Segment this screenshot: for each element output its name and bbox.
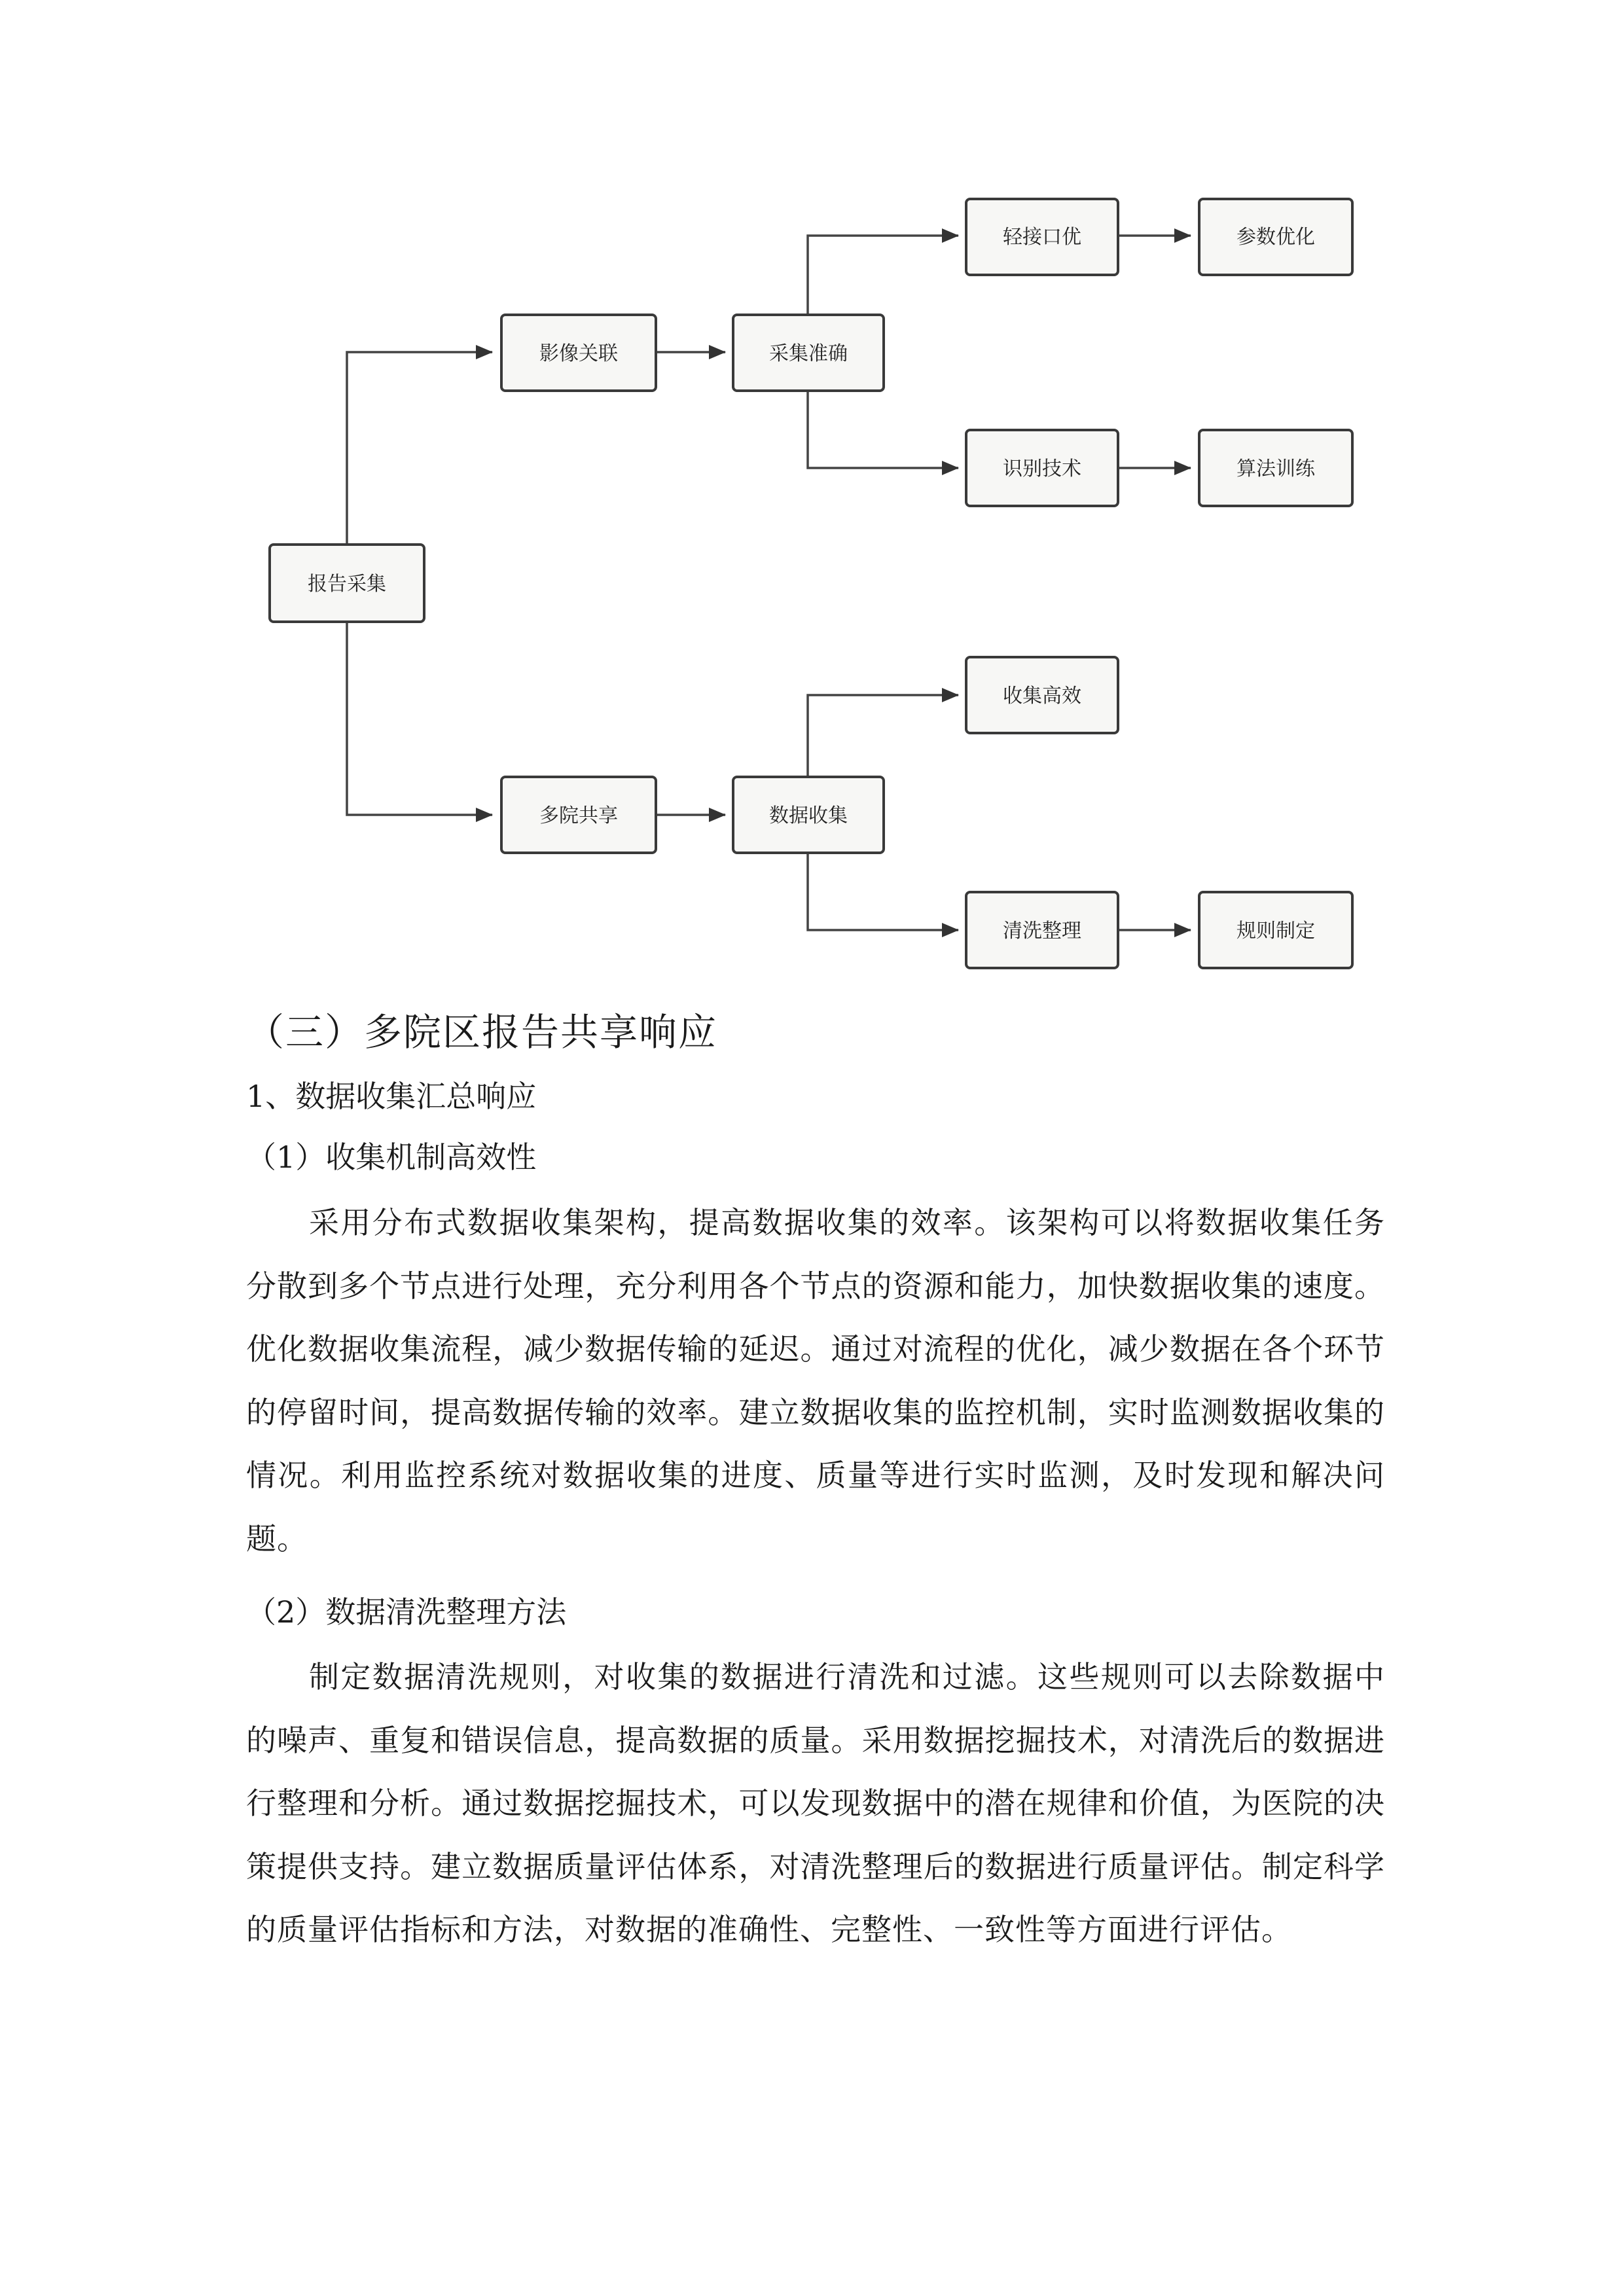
node-param-opt bbox=[1199, 199, 1352, 275]
node-label-algo-train: 算法训练 bbox=[1236, 457, 1315, 480]
edge-data-collect-to-collect-eff bbox=[808, 695, 958, 777]
node-rules bbox=[1199, 892, 1352, 968]
node-root bbox=[270, 545, 424, 622]
node-label-light-interface: 轻接口优 bbox=[1003, 226, 1081, 249]
section-heading: （三）多院区报告共享响应 bbox=[246, 1010, 718, 1054]
item1-paragraph: 采用分布式数据收集架构，提高数据收集的效率。该架构可以将数据收集任务分散到多个节点进行处理，充分利用各个节点的资源和能力，加快数据收集的速度。优化数据收集流程，减少数据传输的延迟。通过对流程的优化，减少数据在各个环节的停留时间，提高数据传输的效率。建立数据收集的监控机制，实时监测数据收集的情况。利用监控系统对数据收集的进度、质量等进行实时监测，及时发现和解决问题。 bbox=[246, 1205, 1385, 1556]
edge-accurate-to-light-interface bbox=[808, 236, 958, 315]
node-light-interface bbox=[966, 199, 1118, 275]
node-label-data-collect: 数据收集 bbox=[769, 804, 848, 827]
node-label-rules: 规则制定 bbox=[1236, 920, 1315, 942]
item2-heading: （2）数据清洗整理方法 bbox=[246, 1594, 567, 1630]
node-recog-tech bbox=[966, 430, 1118, 506]
node-label-clean: 清洗整理 bbox=[1003, 920, 1081, 942]
node-label-recog-tech: 识别技术 bbox=[1003, 457, 1081, 480]
node-accurate bbox=[733, 315, 884, 391]
edge-data-collect-to-clean bbox=[808, 853, 958, 930]
node-collect-eff bbox=[966, 657, 1118, 733]
node-data-collect bbox=[733, 777, 884, 853]
node-label-collect-eff: 收集高效 bbox=[1003, 685, 1081, 708]
node-label-multi-share: 多院共享 bbox=[539, 804, 618, 827]
node-multi-share bbox=[501, 777, 656, 853]
edge-root-to-image-link bbox=[347, 352, 492, 545]
item2-paragraph: 制定数据清洗规则，对收集的数据进行清洗和过滤。这些规则可以去除数据中的噪声、重复和错误信息，提高数据的质量。采用数据挖掘技术，对清洗后的数据进行整理和分析。通过数据挖掘技术，可以发现数据中的潜在规律和价值，为医院的决策提供支持。建立数据质量评估体系，对清洗整理后的数据进行质量评估。制定科学的质量评估指标和方法，对数据的准确性、完整性、一致性等方面进行评估。 bbox=[246, 1659, 1385, 1947]
node-label-image-link: 影像关联 bbox=[539, 342, 618, 365]
node-image-link bbox=[501, 315, 656, 391]
node-label-param-opt: 参数优化 bbox=[1236, 226, 1315, 249]
edge-root-to-multi-share bbox=[347, 622, 492, 815]
sub-heading: 1、数据收集汇总响应 bbox=[246, 1079, 537, 1114]
node-algo-train bbox=[1199, 430, 1352, 506]
edge-accurate-to-recog-tech bbox=[808, 391, 958, 468]
node-clean bbox=[966, 892, 1118, 968]
node-label-root: 报告采集 bbox=[308, 573, 386, 596]
node-label-accurate: 采集准确 bbox=[769, 342, 848, 365]
item1-heading: （1）收集机制高效性 bbox=[246, 1139, 537, 1175]
flow-diagram bbox=[0, 0, 1624, 982]
